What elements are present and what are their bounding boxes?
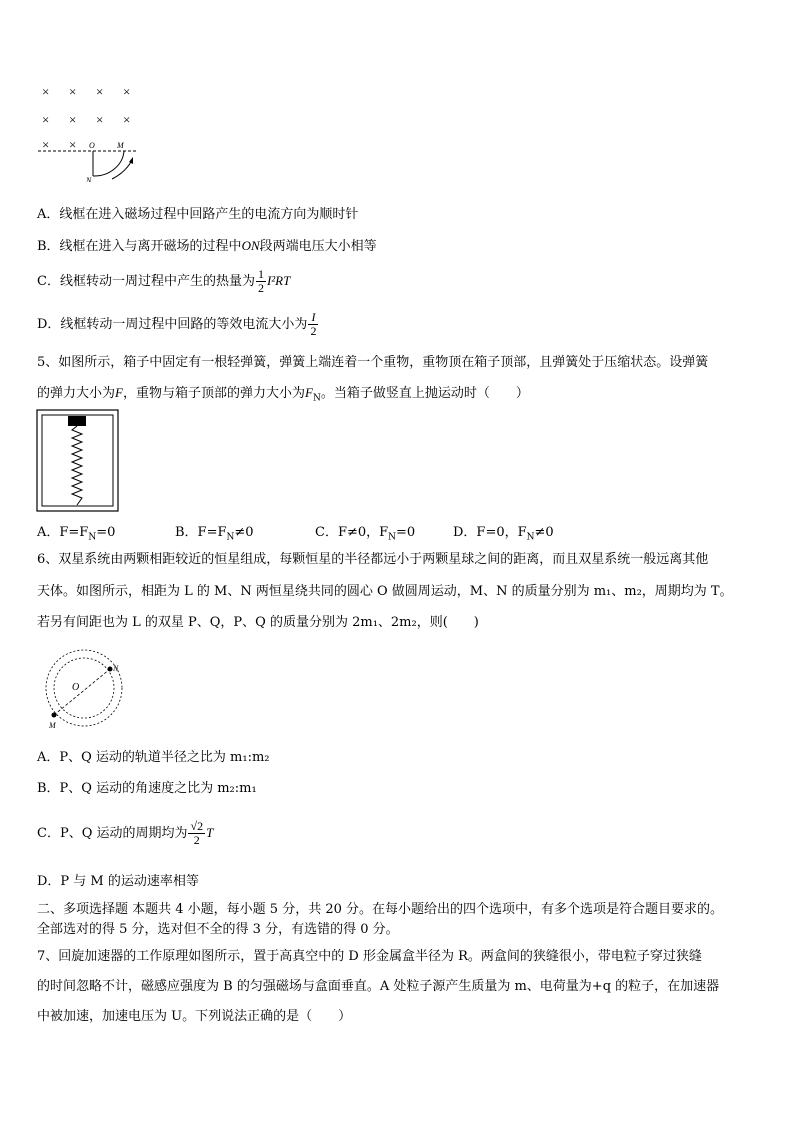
q5-option-d: D．F=0，$F_N\ne 0$ [453,525,554,543]
q7-stem-line3: 中被加速，加速电压为 U。下列说法正确的是（ ） [37,1009,352,1024]
q5-stem-line2: 的弹力大小为F，重物与箱子顶部的弹力大小为$F_N$。当箱子做竖直上抛运动时（ ） [37,385,529,404]
cross-mark: × [69,84,77,99]
label-N: N [113,664,119,673]
box-inner [42,415,113,506]
frame-arc [93,151,124,176]
section2-heading-line1: 二、多项选择题 本题共 4 小题，每小题 5 分，共 20 分。在每小题给出的四个选项中，有多个选项是符合题目要求的。 [37,902,724,917]
q6-stem-line2: 天体。如图所示，相距为 L 的 M、N 两恒星绕共同的圆心 O 做圆周运动，M、N 的质量分别为 m₁、m₂，周期均为 T。 [37,584,733,599]
magnetic-field-figure [36,82,156,182]
q7-stem-line1: 7、回旋加速器的工作原理如图所示，置于高真空中的 D 形金属盒半径为 R。两盒间的狭缝很小，带电粒子穿过狭缝 [37,949,702,964]
cross-mark: × [42,84,50,99]
label-M: M [117,141,124,150]
box-spring-figure [36,409,120,513]
q6-option-c: C．P、Q 运动的周期均为 $\frac{√2}{2}$ T [37,819,214,847]
weight-block [68,416,86,426]
section2-heading-line2: 全部选对的得 5 分，选对但不全的得 3 分，有选错的得 0 分。 [37,922,399,937]
q4-option-a: A．线框在进入磁场过程中回路产生的电流方向为顺时针 [37,207,359,222]
q6-stem-line3: 若另有间距也为 L 的双星 P、Q，P、Q 的质量分别为 2m₁、2m₂，则( ) [37,615,479,630]
rotation-arrow [112,160,132,179]
label-O: O [72,682,80,693]
cross-mark: × [69,137,77,152]
q6-option-b: B．P、Q 运动的角速度之比为 m₂:m₁ [37,781,257,796]
fraction: $\frac{I}{2}$ [310,310,317,338]
star-M [52,713,57,718]
spring [72,426,82,505]
q6-stem-line1: 6、双星系统由两颗相距较近的恒星组成，每颗恒星的半径都远小于两颗星球之间的距离，而且双星系统一般远离其他 [37,552,709,567]
cross-mark: × [69,112,77,127]
cross-mark: × [123,84,131,99]
cross-mark: × [42,137,50,152]
cross-mark: × [96,84,104,99]
cross-mark: × [42,112,50,127]
q5-option-b: B．$F=F_N\ne 0$ [175,525,254,543]
line-MN [54,669,110,715]
orbit-inner [54,658,114,718]
cross-mark: × [96,112,104,127]
q5-option-a: A．$F=F_N=0$ [37,525,116,543]
q4-option-b: B．线框在进入与离开磁场的过程中ON段两端电压大小相等 [37,238,377,254]
label-N: N [86,176,92,182]
fraction: $\frac{√2}{2}$ [190,819,204,847]
orbit-outer [46,650,122,726]
label-O: O [89,141,95,150]
fraction: $\frac{1}{2}$ [257,267,264,295]
binary-star-figure [38,648,138,738]
q4-option-d: D．线框转动一周过程中回路的等效电流大小为 $\frac{I}{2}$ [37,310,317,338]
q5-stem-line1: 5、如图所示，箱子中固定有一根轻弹簧，弹簧上端连着一个重物，重物顶在箱子顶部，且弹簧处于压缩状态。设弹簧 [37,355,709,370]
label-M: M [49,721,56,730]
q6-option-d: D．P 与 M 的运动速率相等 [37,874,199,889]
q6-option-a: A．P、Q 运动的轨道半径之比为 m₁:m₂ [37,750,270,765]
star-N [108,667,113,672]
q7-stem-line2: 的时间忽略不计，磁感应强度为 B 的匀强磁场与盒面垂直。A 处粒子源产生质量为 m、电荷量为+q 的粒子，在加速器 [37,979,720,994]
cross-mark: × [123,112,131,127]
q5-option-c: C．F≠0，$F_N=0$ [315,525,416,543]
q4-option-c: C．线框转动一周过程中产生的热量为 $\frac{1}{2}$ I²RT [37,267,291,295]
arrow-head [129,157,133,164]
